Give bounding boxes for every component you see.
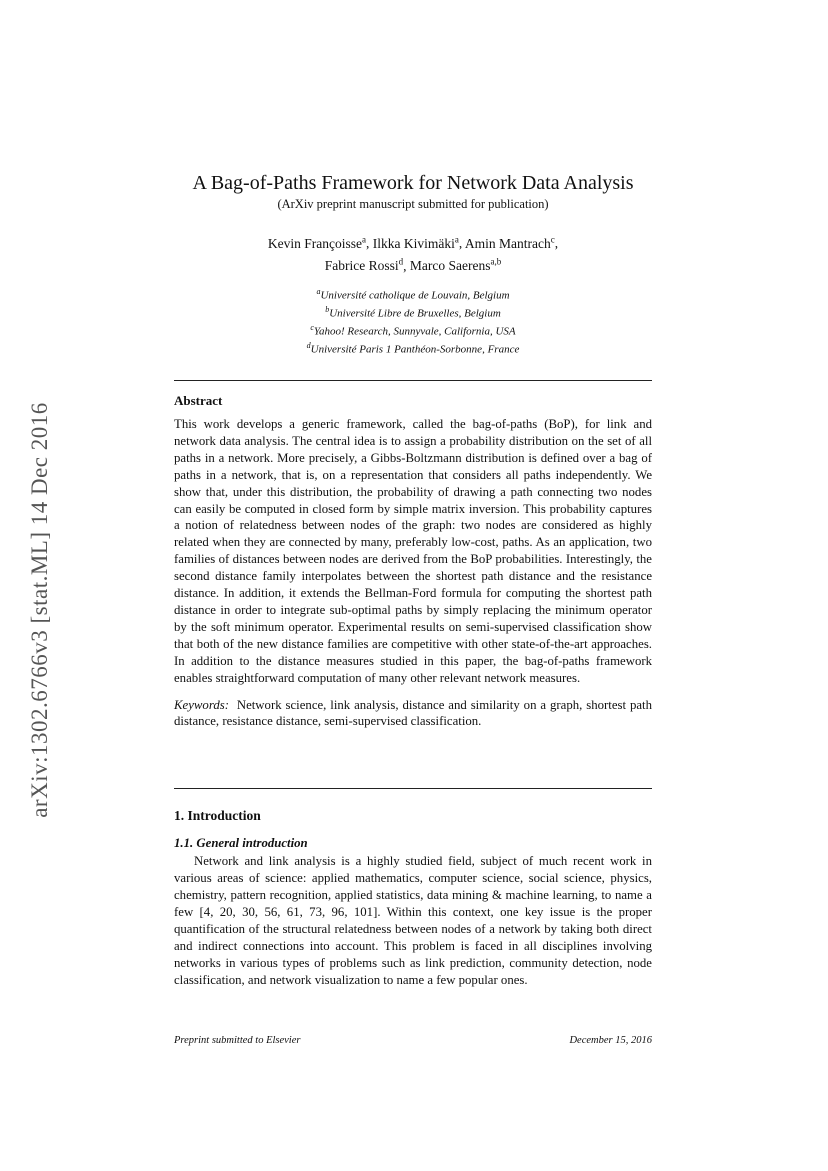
- paper-title: A Bag-of-Paths Framework for Network Data Analysis: [192, 172, 634, 194]
- paper-header: [174, 170, 652, 358]
- affiliation: $^c$Yahoo! Research, Sunnyvale, California, USA: [310, 323, 516, 338]
- introduction-section: [174, 808, 652, 989]
- affiliation: $^a$Université catholique de Louvain, Belgium: [316, 287, 510, 302]
- keywords: [174, 697, 652, 731]
- keywords-label: Keywords:: [174, 697, 229, 712]
- abstract-top-rule: [174, 380, 652, 381]
- footer-date: December 15, 2016: [569, 1035, 652, 1046]
- author: Marco Saerens$^{a,b}$: [409, 256, 502, 273]
- affiliation: $^d$Université Paris 1 Panthéon-Sorbonne, France: [306, 341, 520, 357]
- arxiv-stamp-text: arXiv:1302.6766v3 [stat.ML] 14 Dec 2016: [27, 402, 52, 818]
- author: Kevin Françoisse$^a$: [267, 234, 366, 251]
- author: Fabrice Rossi$^d$: [324, 256, 404, 273]
- affiliation: $^b$Université Libre de Bruxelles, Belgium: [325, 305, 501, 320]
- author: Ilkka Kivimäki$^a$: [372, 234, 459, 251]
- author-list: Kevin Françoisse$^a$, Ilkka Kivimäki$^a$, Amin Mantrach$^c$, Fabrice Rossi$^d$, Marco Saerens$^{a,b}$: [267, 234, 559, 273]
- abstract-bottom-rule: [174, 788, 652, 789]
- author: Amin Mantrach$^c$: [464, 234, 555, 251]
- affiliation-list: [174, 285, 652, 358]
- footer-preprint-note: Preprint submitted to Elsevier: [174, 1035, 301, 1046]
- keywords-text: Network science, link analysis, distance and similarity on a graph, shortest path distance, resistance distance, semi-supervised classification.: [174, 697, 652, 729]
- abstract-heading: Abstract: [174, 393, 223, 408]
- paper-subtitle: (ArXiv preprint manuscript submitted for publication): [277, 197, 549, 211]
- abstract-text: This work develops a generic framework, called the bag-of-paths (BoP), for link and network data analysis. The central idea is to assign a probability distribution on the set of all paths in a network. More precisely, a Gibbs-Boltzmann distribution is defined over a bag of paths in a network, that is, on a representation that considers all paths independently. We show that, under this distribution, the probability of drawing a path connecting two nodes can easily be computed in closed form by simple matrix inversion. This probability captures a notion of relatedness between nodes of the graph: two nodes are considered as highly related when they are connected by many, preferably low-cost, paths. As an application, two families of distances between nodes are derived from the BoP probabilities. Interestingly, the second distance family interpolates between the shortest path distance and the resistance distance. In addition, it extends the Bellman-Ford formula for computing the shortest path distance in order to integrate sub-optimal paths by simply replacing the minimum operator by the soft minimum operator. Experimental results on semi-supervised classification show that both of the new distance families are competitive with other state-of-the-art approaches. In addition to the distance measures studied in this paper, the bag-of-paths framework enables straightforward computation of many other relevant network measures.: [174, 417, 652, 685]
- subsection-heading: 1.1. General introduction: [174, 836, 308, 850]
- body-paragraph: Network and link analysis is a highly studied field, subject of much recent work in various areas of science: applied mathematics, computer science, social science, physics, chemistry, pattern recognition, applied statistics, data mining & machine learning, to name a few [4, 20, 30, 56, 61, 73, 96, 101]. Within this context, one key issue is the proper quantification of the structural relatedness between nodes of a network by taking both direct and indirect connections into account. This problem is faced in all disciplines involving networks in various types of problems such as link prediction, community detection, node classification, and network visualization to name a few popular ones.: [174, 854, 652, 987]
- section-heading: 1. Introduction: [174, 808, 261, 823]
- abstract-block: [174, 393, 652, 730]
- arxiv-stamp: [22, 360, 58, 860]
